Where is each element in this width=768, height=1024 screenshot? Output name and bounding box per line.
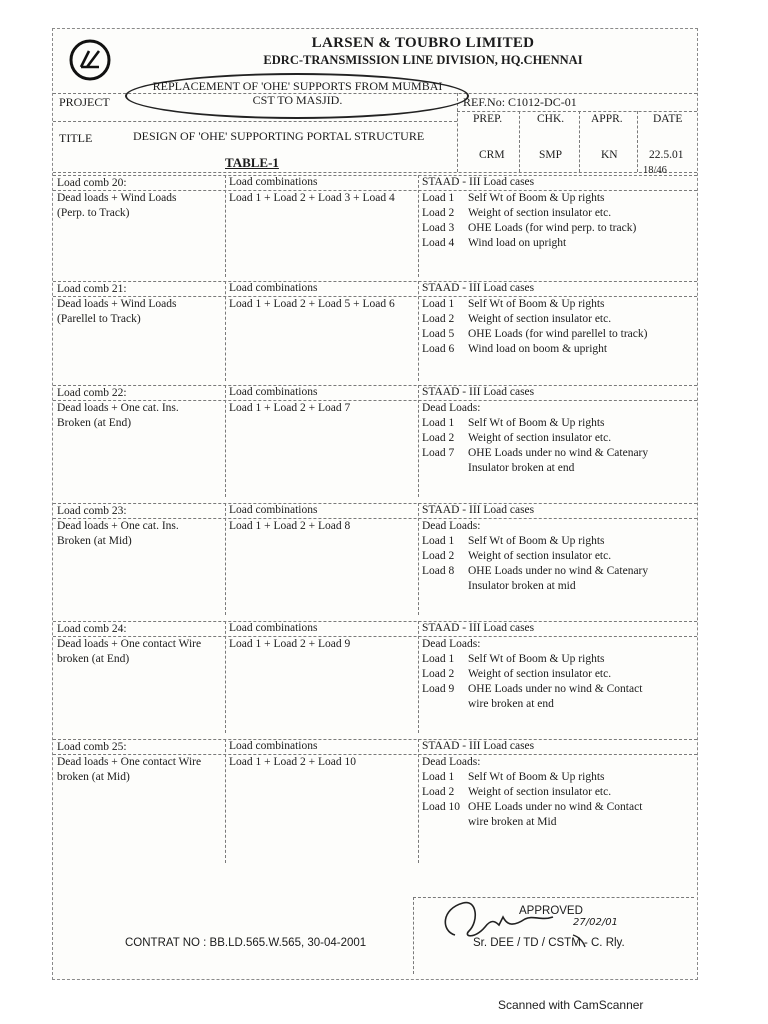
load-case-row (422, 206, 692, 221)
load-case-row (422, 297, 692, 312)
load-comb-label: Load comb 20: (57, 177, 127, 189)
appr-value: KN (601, 149, 618, 161)
load-case-id: Load 10 (422, 801, 461, 813)
load-case-id: Load 1 (422, 535, 455, 547)
load-case-description: wire broken at end (468, 698, 554, 710)
load-combination-block (53, 621, 697, 733)
load-case-description: Weight of section insulator etc. (468, 550, 612, 562)
load-comb-description: broken (at End) (57, 653, 130, 665)
load-case-id: Load 8 (422, 565, 455, 577)
load-case-row (422, 549, 692, 564)
approver-title: Sr. DEE / TD / CSTM - C. Rly. (473, 937, 625, 949)
document-title: DESIGN OF 'OHE' SUPPORTING PORTAL STRUCTURE (133, 129, 425, 143)
load-case-description: Self Wt of Boom & Up rights (468, 653, 605, 665)
load-case-description: Weight of section insulator etc. (468, 668, 612, 680)
scanner-watermark: Scanned with CamScanner (498, 998, 644, 1012)
load-case-description: OHE Loads under no wind & Contact (468, 683, 643, 695)
staad-header: STAAD - III Load cases (422, 176, 535, 188)
load-case-id: Load 2 (422, 207, 455, 219)
load-case-description: Self Wt of Boom & Up rights (468, 298, 605, 310)
dead-loads-label: Dead Loads: (422, 402, 481, 414)
load-case-row (422, 312, 692, 327)
load-case-row (422, 221, 692, 236)
load-case-row (422, 682, 692, 697)
load-case-row (422, 579, 692, 594)
load-case-id: Load 1 (422, 192, 455, 204)
load-combination-block (53, 739, 697, 863)
load-case-row (422, 652, 692, 667)
load-case-row (422, 697, 692, 712)
staad-header: STAAD - III Load cases (422, 740, 535, 752)
load-combinations-header: Load combinations (229, 386, 318, 398)
load-comb-description: Dead loads + One contact Wire (57, 638, 202, 650)
load-case-id: Load 4 (422, 237, 455, 249)
load-case-id: Load 1 (422, 771, 455, 783)
load-case-row (422, 815, 692, 830)
prep-value: CRM (479, 149, 505, 161)
load-case-description: OHE Loads under no wind & Contact (468, 801, 643, 813)
load-comb-label: Load comb 23: (57, 505, 127, 517)
load-case-description: Self Wt of Boom & Up rights (468, 771, 605, 783)
row-top-rule (53, 739, 697, 740)
row-top-rule (53, 503, 697, 504)
date-header: DATE (653, 113, 683, 125)
load-case-description: Wind load on boom & upright (468, 343, 608, 355)
load-comb-label: Load comb 22: (57, 387, 127, 399)
column-divider (225, 281, 226, 381)
row-top-rule (53, 175, 697, 176)
page-number: 18/46 (643, 165, 667, 176)
title-label: TITLE (59, 131, 93, 145)
load-comb-description: Dead loads + Wind Loads (57, 298, 177, 310)
dead-loads-label: Dead Loads: (422, 756, 481, 768)
load-case-description: OHE Loads (for wind parellel to track) (468, 328, 648, 340)
load-case-id (422, 815, 468, 830)
load-combinations-value: Load 1 + Load 2 + Load 9 (229, 638, 351, 650)
load-case-id: Load 1 (422, 417, 455, 429)
load-case-id: Load 2 (422, 786, 455, 798)
load-case-row (422, 342, 692, 357)
load-case-id: Load 2 (422, 550, 455, 562)
load-case-row (422, 431, 692, 446)
approved-label: APPROVED (519, 905, 583, 917)
column-divider (418, 281, 419, 381)
staad-header: STAAD - III Load cases (422, 386, 535, 398)
load-case-id: Load 3 (422, 222, 455, 234)
load-comb-label: Load comb 21: (57, 283, 127, 295)
load-case-row (422, 770, 692, 785)
load-case-id (422, 697, 468, 712)
load-case-description: Insulator broken at mid (468, 580, 576, 592)
load-comb-description: (Parellel to Track) (57, 313, 141, 325)
staad-header: STAAD - III Load cases (422, 622, 535, 634)
appr-header: APPR. (591, 113, 623, 125)
load-case-row (422, 327, 692, 342)
load-case-id: Load 1 (422, 298, 455, 310)
load-combinations-value: Load 1 + Load 2 + Load 3 + Load 4 (229, 192, 395, 204)
load-case-description: OHE Loads (for wind perp. to track) (468, 222, 637, 234)
load-case-id: Load 9 (422, 683, 455, 695)
column-divider (225, 739, 226, 863)
load-case-description: Self Wt of Boom & Up rights (468, 535, 605, 547)
load-combination-block (53, 503, 697, 615)
load-case-description: OHE Loads under no wind & Catenary (468, 447, 649, 459)
ref-number: REF.No: C1012-DC-01 (463, 95, 577, 109)
load-combination-block (53, 175, 697, 277)
load-case-description: Weight of section insulator etc. (468, 313, 612, 325)
project-line-2: CST TO MASJID. (252, 93, 343, 107)
load-comb-description: Dead loads + One cat. Ins. (57, 402, 179, 414)
row-top-rule (53, 385, 697, 386)
load-combination-block (53, 385, 697, 497)
table-title: TABLE-1 (225, 155, 279, 170)
staad-header: STAAD - III Load cases (422, 282, 535, 294)
staad-header: STAAD - III Load cases (422, 504, 535, 516)
dead-loads-label: Dead Loads: (422, 520, 481, 532)
load-case-description: Wind load on upright (468, 237, 567, 249)
column-divider (225, 385, 226, 497)
project-name (135, 79, 460, 107)
load-comb-description: broken (at Mid) (57, 771, 130, 783)
contract-number: CONTRAT NO : BB.LD.565.W.565, 30-04-2001 (125, 937, 367, 949)
column-divider (225, 621, 226, 733)
load-case-description: Self Wt of Boom & Up rights (468, 417, 605, 429)
division-name: EDRC-TRANSMISSION LINE DIVISION, HQ.CHENNAI (263, 53, 583, 67)
column-divider (225, 175, 226, 277)
load-case-description: Weight of section insulator etc. (468, 786, 612, 798)
load-case-description: OHE Loads under no wind & Catenary (468, 565, 649, 577)
load-case-description: Self Wt of Boom & Up rights (468, 192, 605, 204)
load-case-id: Load 2 (422, 432, 455, 444)
project-line-1: REPLACEMENT OF 'OHE' SUPPORTS FROM MUMBAI (152, 79, 443, 93)
project-label: PROJECT (59, 95, 110, 109)
load-combinations-header: Load combinations (229, 740, 318, 752)
load-comb-label: Load comb 25: (57, 741, 127, 753)
signature-date: 27/02/01 (573, 917, 618, 928)
chk-value: SMP (539, 149, 563, 161)
load-comb-description: Dead loads + Wind Loads (57, 192, 177, 204)
load-case-id (422, 461, 468, 476)
load-case-description: Weight of section insulator etc. (468, 207, 612, 219)
load-case-id: Load 2 (422, 313, 455, 325)
date-value: 22.5.01 (649, 149, 684, 161)
column-divider (225, 503, 226, 615)
load-case-id: Load 2 (422, 668, 455, 680)
dead-loads-label: Dead Loads: (422, 638, 481, 650)
load-comb-description: Dead loads + One contact Wire (57, 756, 202, 768)
load-case-row (422, 564, 692, 579)
load-case-row (422, 191, 692, 206)
company-name: LARSEN & TOUBRO LIMITED (311, 35, 535, 51)
load-case-description: wire broken at Mid (468, 816, 557, 828)
load-combinations-header: Load combinations (229, 504, 318, 516)
load-case-id: Load 5 (422, 328, 455, 340)
load-case-id (422, 579, 468, 594)
load-case-row (422, 667, 692, 682)
load-combinations-value: Load 1 + Load 2 + Load 10 (229, 756, 356, 768)
load-case-row (422, 416, 692, 431)
load-case-row (422, 800, 692, 815)
load-combinations-value: Load 1 + Load 2 + Load 7 (229, 402, 351, 414)
load-case-row (422, 534, 692, 549)
load-case-row (422, 461, 692, 476)
load-comb-description: Broken (at End) (57, 417, 132, 429)
load-combinations-header: Load combinations (229, 282, 318, 294)
load-comb-description: (Perp. to Track) (57, 207, 130, 219)
load-case-row (422, 236, 692, 251)
load-combinations-header: Load combinations (229, 622, 318, 634)
load-case-id: Load 1 (422, 653, 455, 665)
load-comb-description: Dead loads + One cat. Ins. (57, 520, 179, 532)
lt-logo-icon (69, 39, 111, 81)
load-comb-label: Load comb 24: (57, 623, 127, 635)
row-top-rule (53, 281, 697, 282)
chk-header: CHK. (537, 113, 565, 125)
load-combination-block (53, 281, 697, 381)
load-case-id: Load 6 (422, 343, 455, 355)
document-sheet (52, 28, 698, 980)
prep-header: PREP. (473, 113, 503, 125)
row-top-rule (53, 621, 697, 622)
load-case-description: Weight of section insulator etc. (468, 432, 612, 444)
load-comb-description: Broken (at Mid) (57, 535, 132, 547)
load-combinations-value: Load 1 + Load 2 + Load 5 + Load 6 (229, 298, 395, 310)
load-combinations-value: Load 1 + Load 2 + Load 8 (229, 520, 351, 532)
load-combinations-header: Load combinations (229, 176, 318, 188)
load-case-row (422, 785, 692, 800)
load-case-row (422, 446, 692, 461)
load-case-description: Insulator broken at end (468, 462, 575, 474)
load-case-id: Load 7 (422, 447, 455, 459)
